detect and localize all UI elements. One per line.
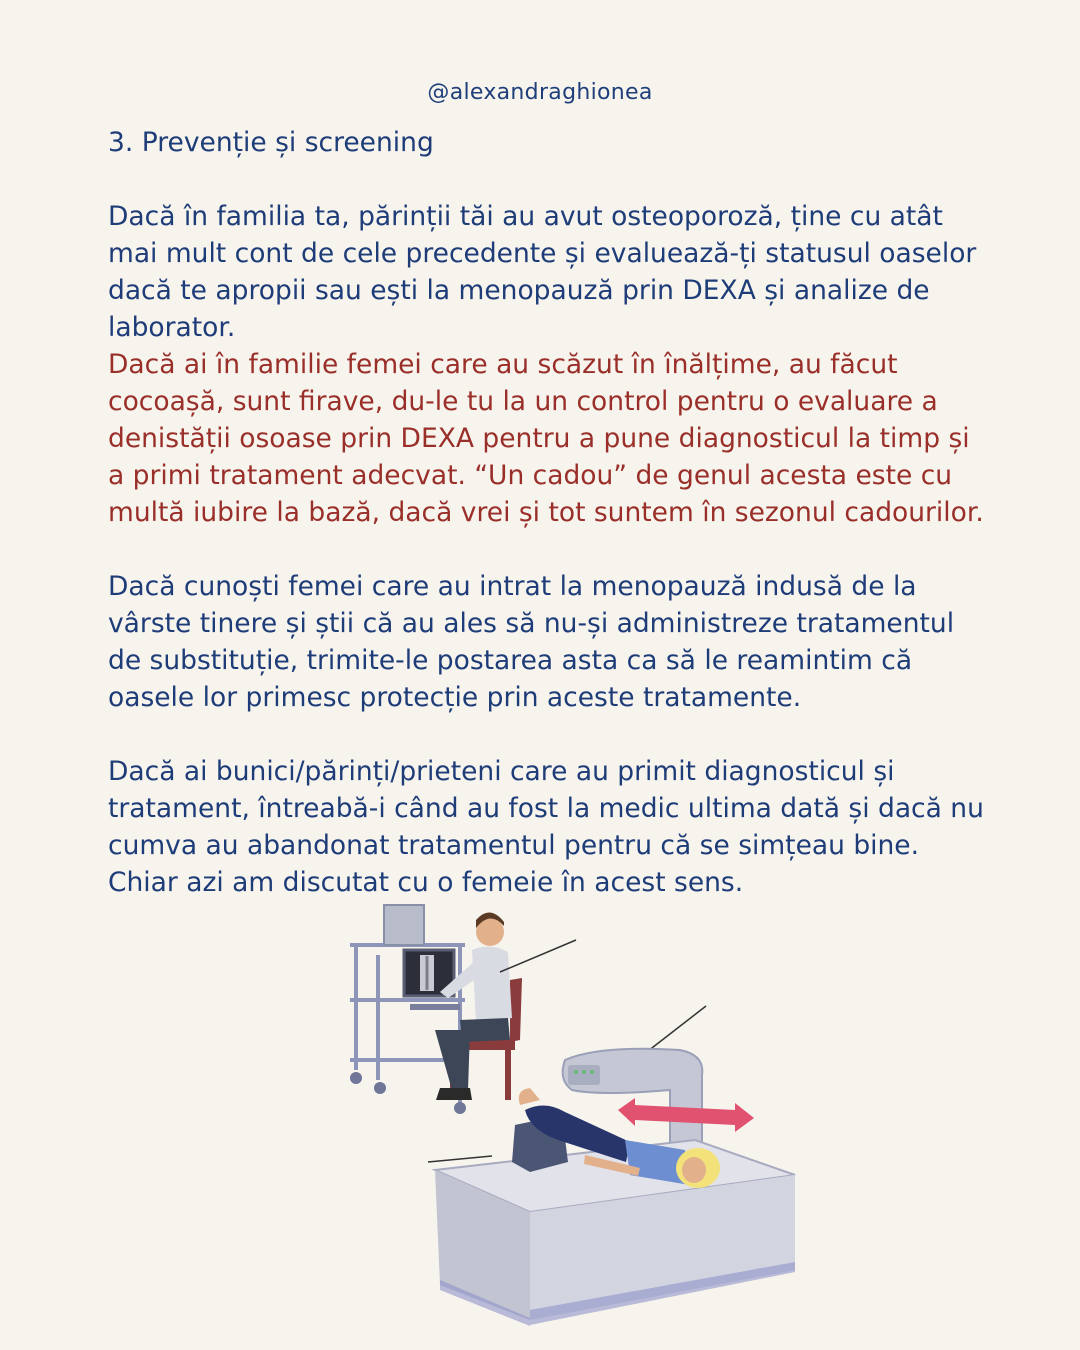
paragraph-family-women: Dacă ai în familie femei care au scăzut în înălțime, au făcut cocoașă, sunt firave, du-le tu la un control pentru o evaluare a denistății osoase prin DEXA pentru a pune diagnosticul la timp și a primi tratament adecvat. “Un cadou” de genul acesta este cu multă iubire la bază, dacă vrei și tot suntem în sezonul cadourilor. [108,349,984,528]
computer-tower [384,905,424,945]
pointer-line-table [428,1156,492,1162]
author-handle: @alexandraghionea [427,80,653,105]
post-content [108,124,988,901]
dexa-scan-illustration [340,900,820,1345]
keyboard [410,1004,460,1010]
paragraph-treatment-followup: Dacă ai bunici/părinți/prieteni care au primit diagnosticul și tratament, întreabă-i când au fost la medic ultima dată și dacă nu cumva au abandonat tratamentul pentru că se simțeau bine. Chiar azi am discutat cu o femeie în acest sens. [108,756,984,898]
paragraph-early-menopause: Dacă cunoști femei care au intrat la menopauză indusă de la vârste tinere și știi că au ales să nu-și administreze tratamentul de substituție, trimite-le postarea asta ca să le reamintim că oasele lor primesc protecție prin aceste tratamente. [108,571,955,713]
pointer-line-operator [500,940,576,972]
paragraph-family-history: Dacă în familia ta, părinții tăi au avut osteoporoză, ține cu atât mai mult cont de cele precedente și evaluează-ți statusul oaselor dacă te apropii sau ești la menopauză prin DEXA și analize de laborator. [108,201,977,343]
section-heading: 3. Prevenție și screening [108,127,434,158]
